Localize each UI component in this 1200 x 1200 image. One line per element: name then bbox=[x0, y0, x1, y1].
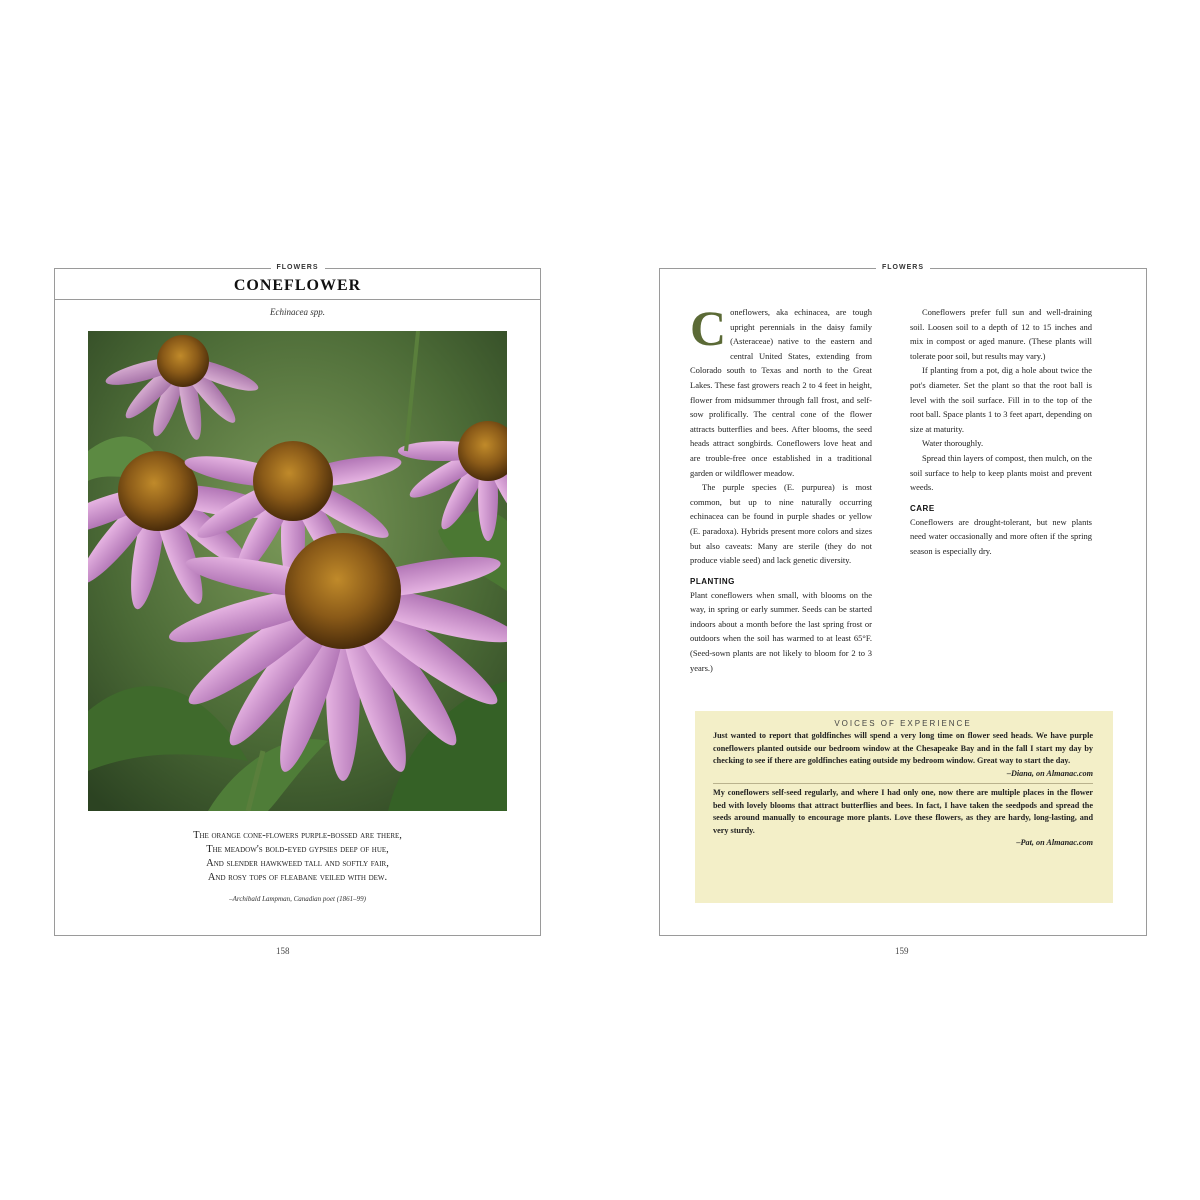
page-number-right: 159 bbox=[895, 946, 909, 956]
poem bbox=[55, 829, 540, 885]
voices-signature: –Diana, on Almanac.com bbox=[1006, 768, 1093, 778]
drop-cap: C bbox=[690, 300, 727, 356]
planting-heading: PLANTING bbox=[690, 576, 735, 586]
page-number-left: 158 bbox=[276, 946, 290, 956]
right-page bbox=[659, 264, 1147, 936]
poem-line: The meadow's bold-eyed gypsies deep of hue, bbox=[206, 844, 389, 855]
text-column-2 bbox=[910, 305, 1092, 559]
page-title: CONEFLOWER bbox=[233, 277, 362, 294]
intro-paragraph: Coneflowers, aka echinacea, are tough upright perennials in the daisy family (Asteraceae) native to the eastern and central United States, extending from Colorado south to Texas and north to the Great Lakes. These fast growers reach 2 to 4 feet in height, flower from midsummer through fall frost, and self-sow prolifically. The central cone of the flower attracts butterflies and bees. After blooms, the seed heads attract songbirds. Coneflowers love heat and are trouble-free once established in a traditional garden or wildflower meadow. bbox=[690, 300, 872, 478]
latin-name: Echinacea spp. bbox=[270, 307, 325, 317]
paragraph: If planting from a pot, dig a hole about twice the pot's diameter. Set the plant so that the root ball is level with the soil surface. Fill in to the top of the root ball. Space plants 1 to 3 feet apart, depending on size at maturity. bbox=[910, 365, 1092, 434]
poem-line: The orange cone-flowers purple-bossed are there, bbox=[193, 830, 402, 841]
voices-quote: My coneflowers self-seed regularly, and where I had only one, now there are multiple places in the flower bed with lovely blooms that attract butterflies and bees. In fact, I have taken the seedpods and spread the seeds around manually to encourage more plants. Love these flowers, as they are hardy, long-lasting, and very sturdy. bbox=[713, 788, 1093, 835]
poem-line: And rosy tops of fleabane veiled with dew. bbox=[207, 872, 388, 883]
care-heading: CARE bbox=[910, 503, 935, 513]
voices-quote: Just wanted to report that goldfinches will spend a very long time on flower seed heads. We have purple coneflowers planted outside our bedroom window at the Chesapeake Bay and in the fall I start my day by checking to see if there are goldfinches eating outside my bedroom window. Great way to start the day. bbox=[713, 731, 1093, 765]
care-paragraph: Coneflowers are drought-tolerant, but new plants need water occasionally and more often if the spring season is especially dry. bbox=[910, 516, 1092, 556]
poem-attribution: –Archibald Lampman, Canadian poet (1861–99) bbox=[229, 895, 366, 903]
paragraph: Water thoroughly. bbox=[922, 438, 984, 449]
voices-signature: –Pat, on Almanac.com bbox=[1016, 838, 1093, 847]
section-label: FLOWERS bbox=[271, 263, 325, 273]
left-page bbox=[54, 264, 541, 936]
section-label: FLOWERS bbox=[876, 263, 930, 273]
paragraph: The purple species (E. purpurea) is most common, but up to nine naturally occurring echinacea can be found in purple shades or yellow (E. paradoxa). Hybrids present more colors and sizes but also caveats: Many are sterile (they do not produce viable seed) and lack genetic diversity. bbox=[690, 482, 872, 566]
planting-paragraph: Plant coneflowers when small, with blooms on the way, in spring or early summer. Seeds can be started indoors about a month before the last spring frost or outdoors when the soil has warmed to at least 65°F. (Seed-sown plants are not likely to bloom for 2 to 3 years.) bbox=[690, 589, 872, 673]
voices-of-experience-box bbox=[695, 711, 1113, 903]
divider bbox=[713, 783, 1093, 784]
text-column-1 bbox=[690, 300, 872, 675]
paragraph: Coneflowers prefer full sun and well-draining soil. Loosen soil to a depth of 12 to 15 inches and mix in compost or aged manure. (These plants will tolerate poor soil, but results may vary.) bbox=[910, 307, 1092, 361]
coneflower-photo bbox=[88, 331, 507, 811]
paragraph: Spread thin layers of compost, then mulch, on the soil surface to help to keep plants moist and prevent weeds. bbox=[910, 452, 1092, 493]
title-band bbox=[55, 269, 540, 300]
voices-title: VOICES OF EXPERIENCE bbox=[834, 719, 972, 728]
poem-line: And slender hawkweed tall and softly fair, bbox=[206, 858, 389, 869]
